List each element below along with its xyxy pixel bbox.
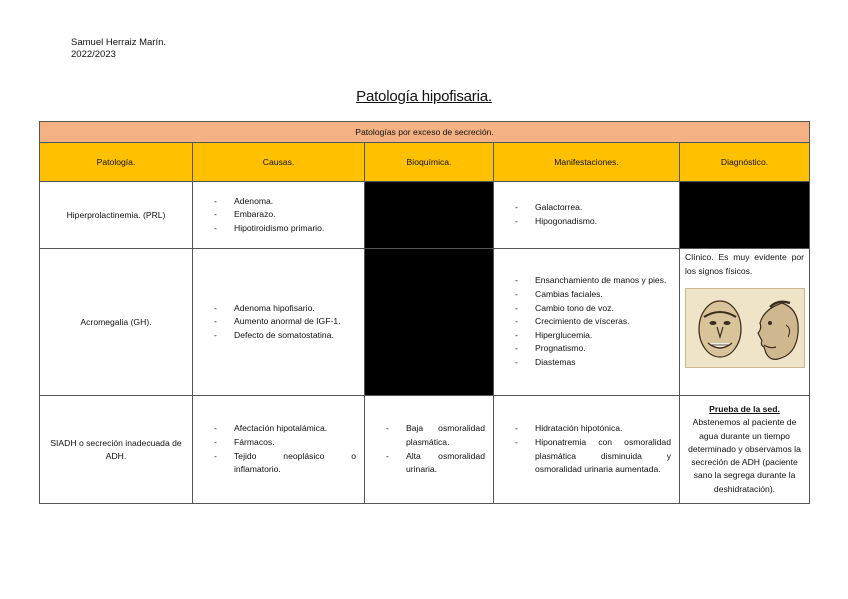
pathology-cell [40,249,193,396]
causes-cell [193,249,365,396]
diagnosis-cell [680,396,810,504]
list-item: - Baja osmoralidad plasmática. [386,422,485,449]
redacted-cell [365,182,494,249]
header-causes: Causas. [193,143,365,182]
list-item: - Tejido neoplásico o inflamatorio. [214,450,356,477]
table-header-row [40,143,810,182]
list-item: - Hipotiroidismo primario. [214,222,356,236]
list-item: - Diastemas [515,356,671,370]
header-biochem: Bioquímica. [365,143,494,182]
list-item: - Crecimiento de vísceras. [515,315,671,329]
biochem-cell [365,396,494,504]
list-item: - Adenoma. [214,195,356,209]
header-manifestations: Manifestaciones. [494,143,680,182]
redacted-cell [680,182,810,249]
list-item: - Alta osmoralidad urinaria. [386,450,485,477]
list-item: - Ensanchamiento de manos y pies. [515,274,671,288]
table-banner: Patologías por exceso de secreción. [40,122,810,143]
list-item: - Fármacos. [214,436,356,450]
author-name: Samuel Herraiz Marín. [71,37,167,48]
list-item: - Aumento anormal de IGF-1. [214,315,356,329]
pathology-name: SIADH o secreción inadecuada de ADH. [50,437,182,461]
diagnosis-text: Clínico. Es muy evidente por los signos físicos. [685,252,805,276]
manifestations-cell [494,396,680,504]
list-item: - Hipogonadismo. [515,215,671,229]
pathology-cell [40,182,193,249]
causes-cell [193,182,365,249]
list-item: - Hiponatremia con osmoralidad plasmática disminuida y osmoralidad urinaria aumentada. [515,436,671,477]
pathology-table [39,121,810,504]
pathology-name: Hiperprolactinemia. (PRL) [66,209,166,220]
header-pathology: Patología. [40,143,193,182]
table-banner-row [40,122,810,143]
pathology-name: Acromegalia (GH). [80,316,152,327]
table-row [40,249,810,396]
author-block [71,37,166,61]
causes-cell [193,396,365,504]
academic-year: 2022/2023 [71,49,116,60]
list-item: - Afectación hipotalámica. [214,422,356,436]
manifestations-cell [494,182,680,249]
table-row [40,396,810,504]
list-item: - Prognatismo. [515,342,671,356]
header-diagnosis: Diagnóstico. [680,143,810,182]
table-row [40,182,810,249]
acromegaly-faces-illustration [685,288,805,368]
list-item: - Embarazo. [214,208,356,222]
redacted-cell [365,249,494,396]
page-title: Patología hipofisaria. [356,88,492,105]
list-item: - Defecto de somatostatina. [214,329,356,343]
list-item: - Hiperglucemia. [515,329,671,343]
diagnosis-title: Prueba de la sed. [709,404,780,415]
list-item: - Adenoma hipofisario. [214,302,356,316]
list-item: - Cambio tono de voz. [515,302,671,316]
diagnosis-cell [680,249,810,396]
manifestations-cell [494,249,680,396]
list-item: - Cambias faciales. [515,288,671,302]
pathology-cell [40,396,193,504]
list-item: - Galactorrea. [515,201,671,215]
list-item: - Hidratación hipotónica. [515,422,671,436]
diagnosis-text: Abstenemos al paciente de agua durante un tiempo determinado y observamos la secreción de ADH (paciente sano la segrega durante la deshidratación). [688,417,801,494]
